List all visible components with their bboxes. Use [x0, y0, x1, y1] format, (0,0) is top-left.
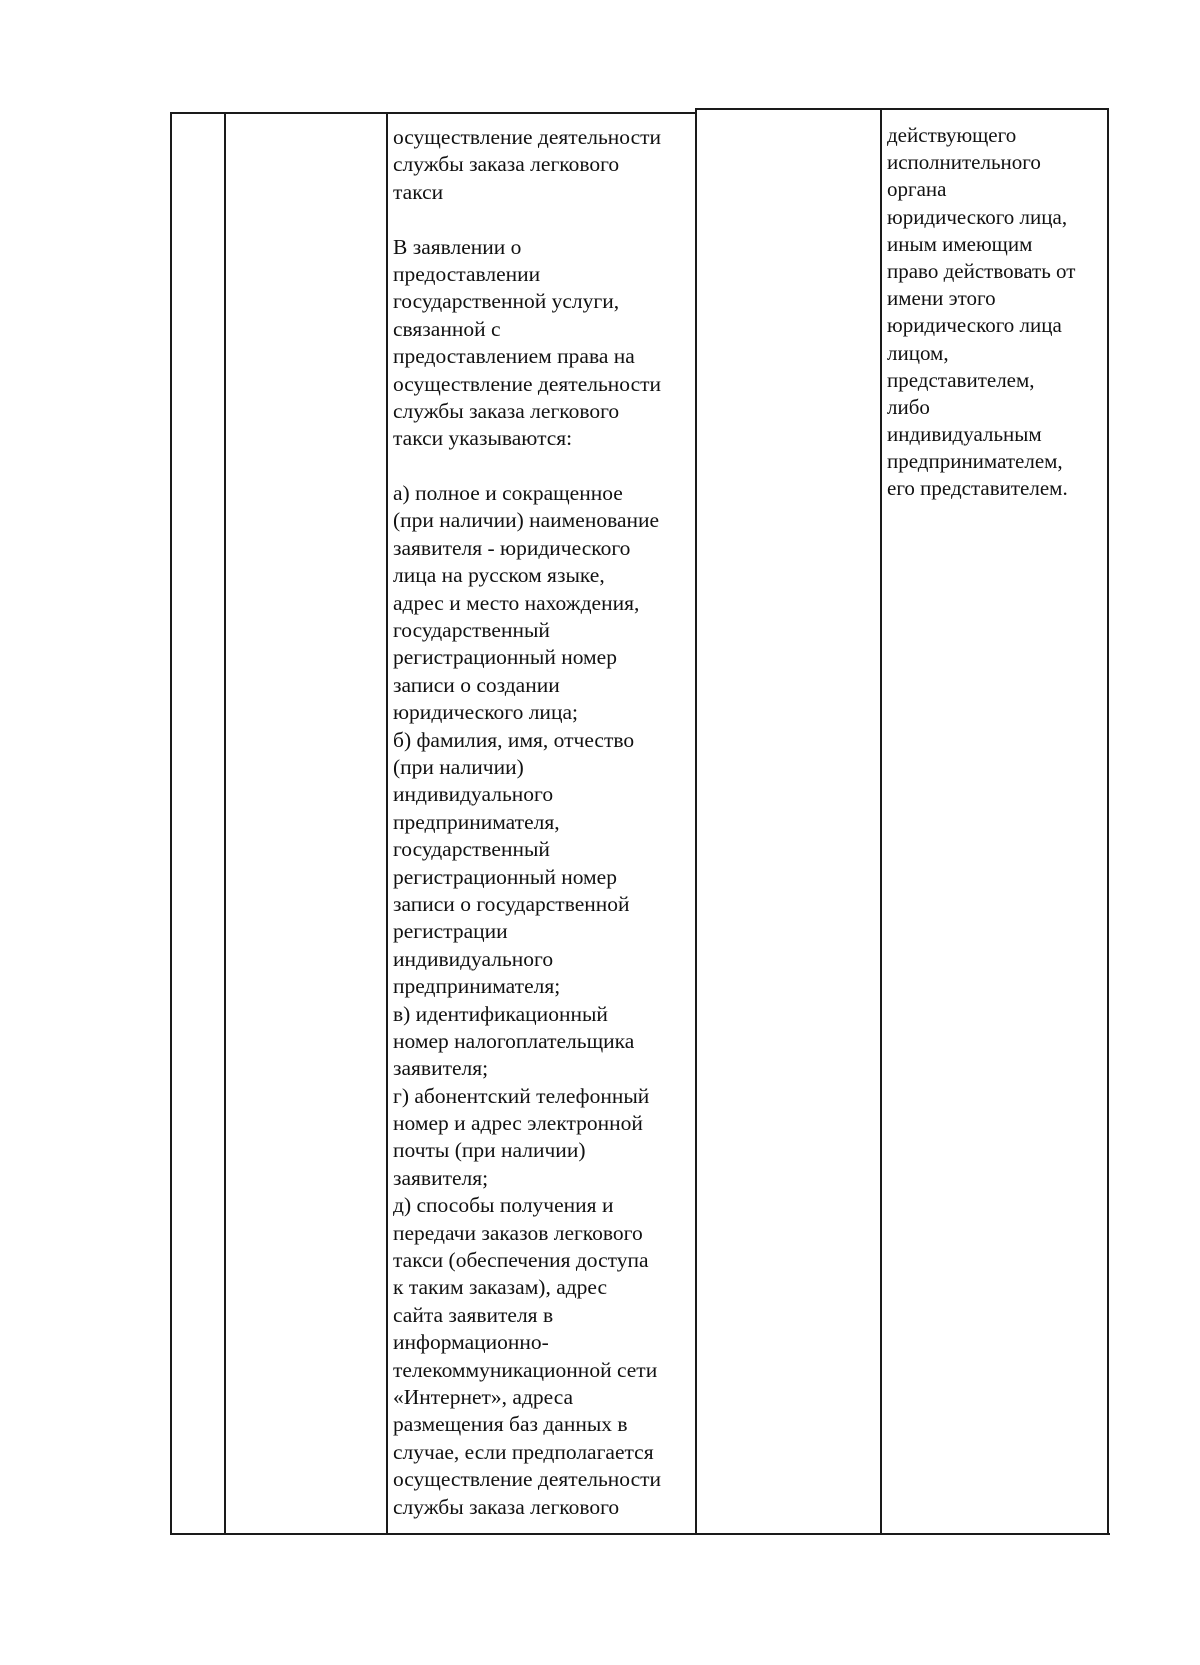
text-line: записи о государственной [393, 891, 630, 916]
text-line: государственный [393, 618, 550, 643]
text-line: иным имеющим [887, 231, 1033, 256]
text-line: регистрационный номер [393, 645, 617, 670]
text-line: лицом, [887, 340, 949, 365]
text-line: службы заказа легкового [393, 1494, 620, 1519]
text-line: предпринимателем, [887, 449, 1063, 474]
text-line: такси (обеспечения доступа [393, 1248, 649, 1273]
text-line: предпринимателя, [393, 809, 560, 834]
text-line: юридического лица; [393, 700, 578, 725]
text-line: связанной с [393, 316, 501, 341]
text-line: юридического лица, [887, 204, 1068, 229]
text-line: в) идентификационный [393, 1001, 608, 1026]
text-line: индивидуального [393, 782, 554, 807]
table-cell-col5-text [887, 122, 1075, 503]
text-line: г) абонентский телефонный [393, 1083, 650, 1108]
table-right-border [1107, 108, 1109, 1535]
text-line: такси [393, 179, 444, 204]
text-line: юридического лица [887, 313, 1062, 338]
text-line: д) способы получения и [393, 1193, 614, 1218]
text-line: регистрационный номер [393, 864, 617, 889]
text-line: предпринимателя; [393, 974, 561, 999]
text-line: (при наличии) [393, 754, 524, 779]
text-line: такси указываются: [393, 426, 573, 451]
text-line: осуществление деятельности [393, 1467, 662, 1492]
table-cell-col3-text [393, 124, 661, 1521]
text-line: размещения баз данных в [393, 1412, 628, 1437]
text-line: предоставлении [393, 261, 541, 286]
table-cell-col4 [697, 110, 880, 1533]
paragraph-gap [393, 453, 661, 480]
text-line: регистрации [393, 919, 508, 944]
text-line: телекоммуникационной сети [393, 1357, 658, 1382]
table-cell-col1 [172, 114, 224, 1533]
text-line: (при наличии) наименование [393, 508, 660, 533]
text-line: передачи заказов легкового [393, 1220, 643, 1245]
column-divider-2 [386, 112, 388, 1534]
text-line: государственный [393, 837, 550, 862]
paragraph-gap [393, 206, 661, 233]
text-line: государственной услуги, [393, 289, 620, 314]
text-line: право действовать от [887, 258, 1076, 283]
text-line: «Интернет», адреса [393, 1384, 574, 1409]
text-line: к таким заказам), адрес [393, 1275, 608, 1300]
text-line: службы заказа легкового [393, 398, 620, 423]
text-line: номер и адрес электронной [393, 1111, 643, 1136]
text-line: действующего [887, 123, 1017, 147]
text-line: сайта заявителя в [393, 1302, 554, 1327]
text-line: записи о создании [393, 672, 560, 697]
text-line: номер налогоплательщика [393, 1028, 635, 1053]
text-line: В заявлении о [393, 234, 522, 259]
table-bottom-border [170, 1533, 1110, 1535]
text-line: а) полное и сокращенное [393, 481, 623, 506]
text-line: осуществление деятельности [393, 371, 662, 396]
text-line: органа [887, 177, 947, 202]
text-line: индивидуальным [887, 422, 1042, 447]
text-line: информационно- [393, 1330, 549, 1355]
text-line: индивидуального [393, 946, 554, 971]
text-line: случае, если предполагается [393, 1439, 654, 1464]
text-line: службы заказа легкового [393, 152, 620, 177]
text-line: адрес и место нахождения, [393, 590, 640, 615]
text-line: почты (при наличии) [393, 1138, 586, 1163]
column-divider-4 [880, 108, 882, 1534]
text-line: заявителя; [393, 1056, 489, 1081]
text-line: осуществление деятельности [393, 125, 662, 149]
text-line: его представителем. [887, 476, 1068, 501]
text-line: лица на русском языке, [393, 563, 605, 588]
text-line: заявителя; [393, 1165, 489, 1190]
table-cell-col2 [226, 114, 386, 1533]
text-line: исполнительного [887, 150, 1041, 175]
text-line: предоставлением права на [393, 344, 635, 369]
text-line: заявителя - юридического [393, 535, 631, 560]
text-line: либо [887, 394, 930, 419]
text-line: имени этого [887, 286, 996, 311]
text-line: представителем, [887, 367, 1035, 392]
text-line: б) фамилия, имя, отчество [393, 727, 635, 752]
